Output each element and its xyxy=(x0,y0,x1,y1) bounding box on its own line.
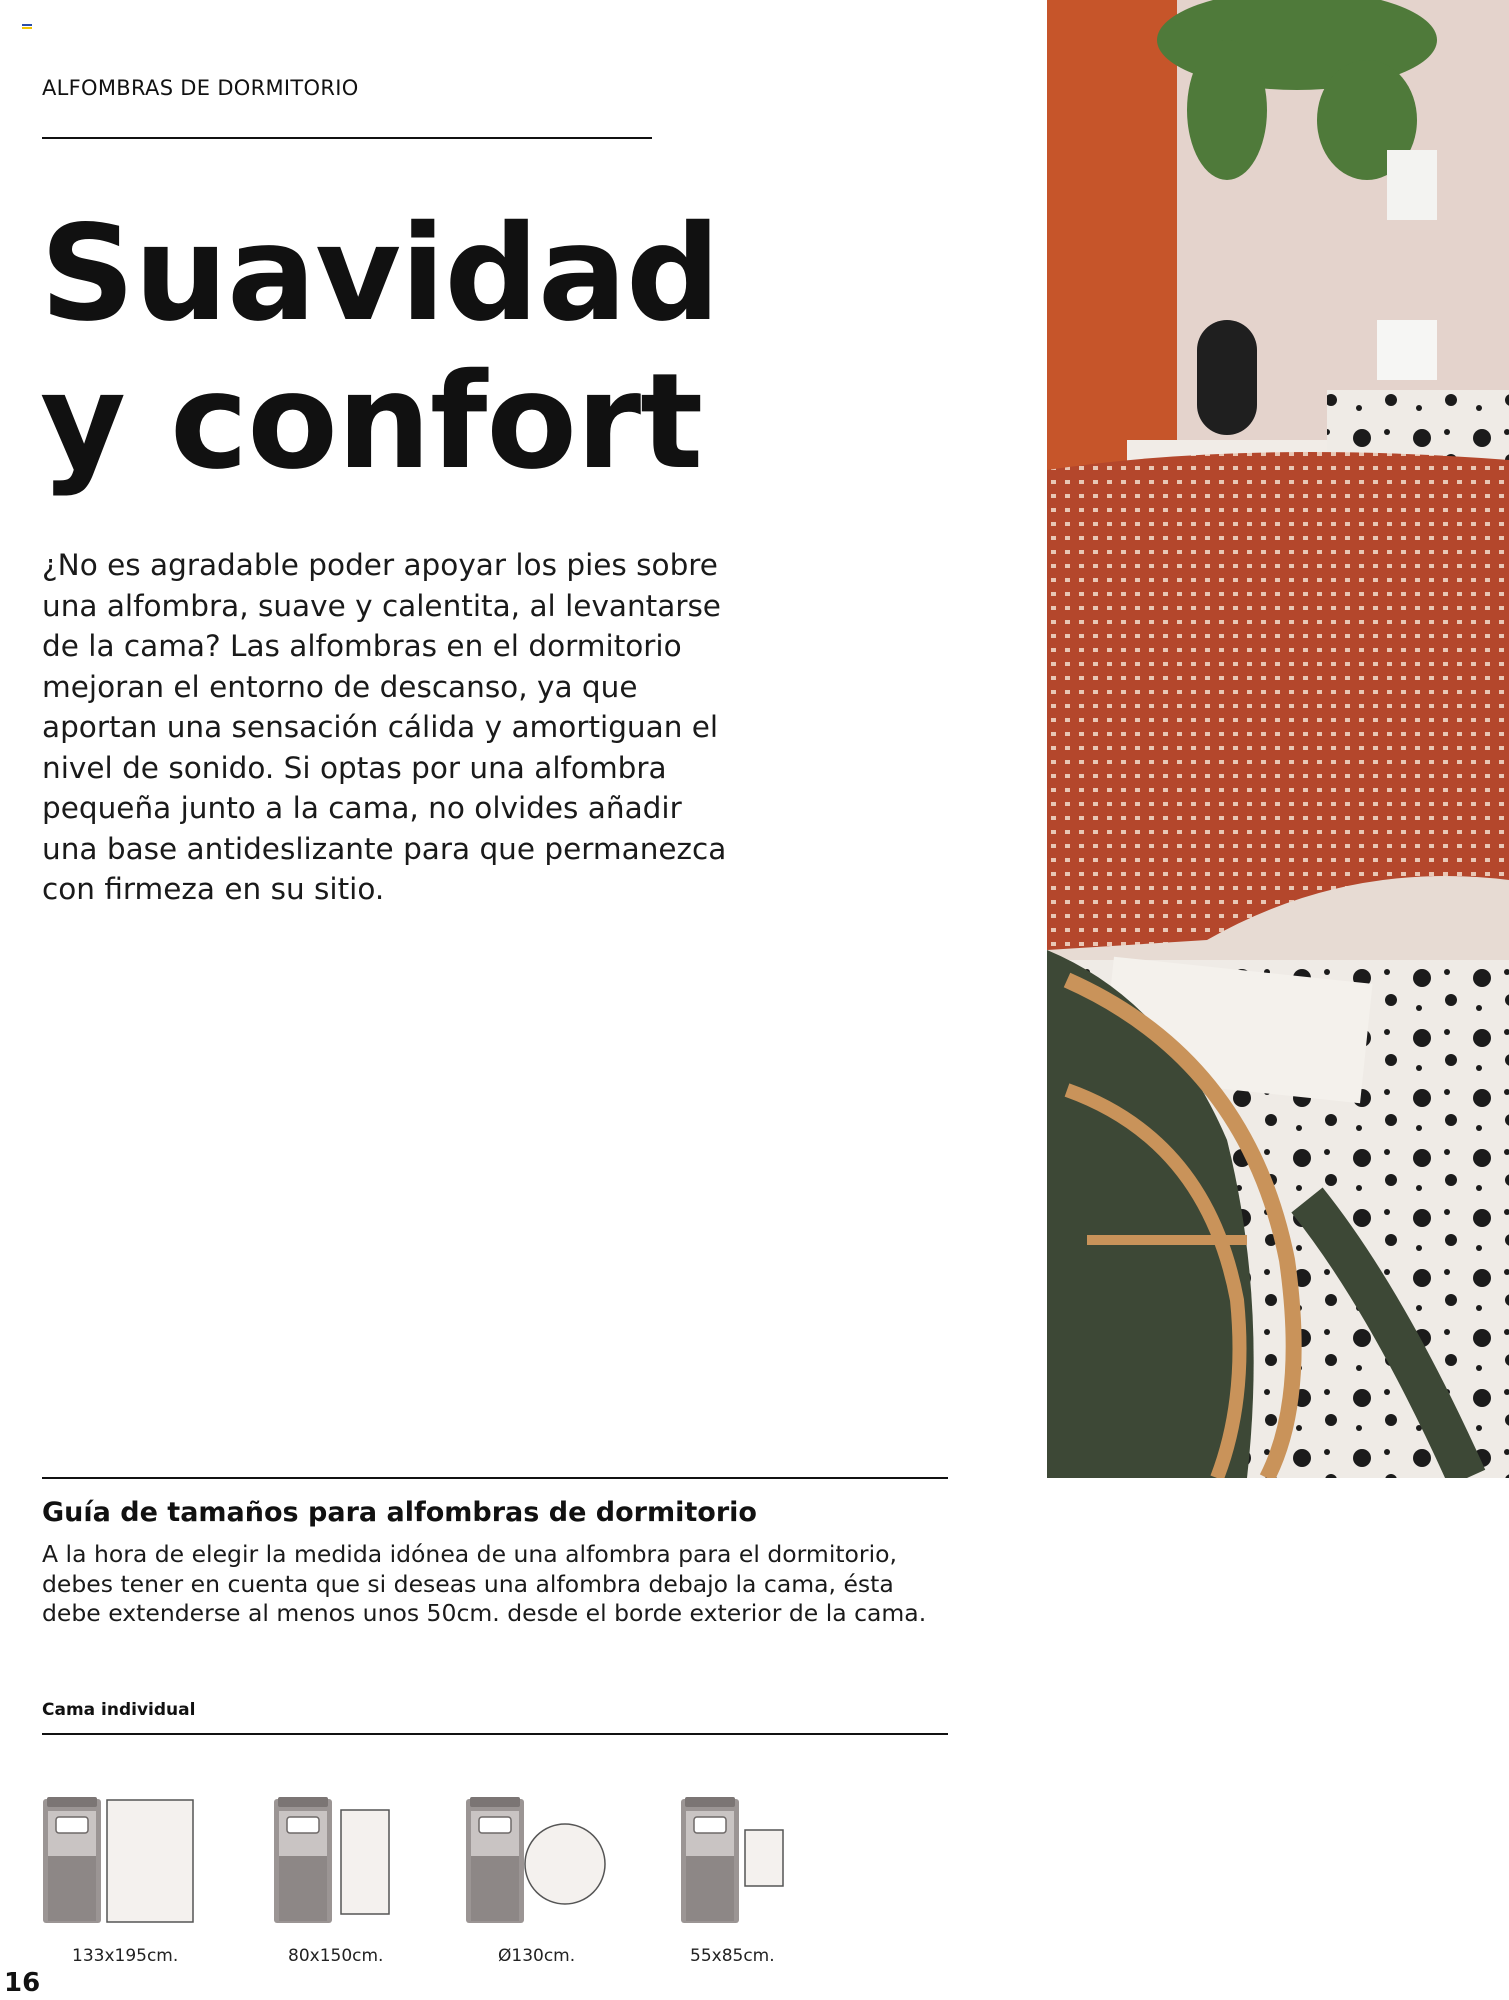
bed-rug-icon xyxy=(273,1792,403,1930)
bedroom-photo-icon xyxy=(1047,0,1509,1478)
guide-title: Guía de tamaños para alfombras de dormitorio xyxy=(42,1497,757,1528)
header-divider xyxy=(42,137,652,139)
title-line-1: Suavidad xyxy=(40,197,720,351)
size-label-3: Ø130cm. xyxy=(498,1946,576,1966)
size-diagram-1 xyxy=(42,1792,202,1930)
bedroom-photo xyxy=(1047,0,1509,1478)
bed-small-rug-icon xyxy=(680,1792,790,1930)
size-diagram-4 xyxy=(680,1792,790,1930)
size-diagram-3 xyxy=(465,1792,615,1930)
size-label-4: 55x85cm. xyxy=(690,1946,775,1966)
bed-rug-icon xyxy=(42,1792,202,1930)
category-label: Cama individual xyxy=(42,1700,196,1720)
guide-text: A la hora de elegir la medida idónea de una alfombra para el dormitorio, debes tener en cuenta que si deseas una alfombra debajo la cama, ésta debe extenderse al menos unos 50cm. desde el borde exterior de la cama. xyxy=(42,1540,927,1627)
title-line-2: y confort xyxy=(40,345,703,499)
category-divider xyxy=(42,1733,948,1735)
section-label: ALFOMBRAS DE DORMITORIO xyxy=(42,76,359,100)
intro-paragraph: ¿No es agradable poder apoyar los pies sobre una alfombra, suave y calentita, al levantarse de la cama? Las alfombras en el dormitorio mejoran el entorno de descanso, ya que aportan una sensación cálida y amortiguan el nivel de sonido. Si optas por una alfombra pequeña junto a la cama, no olvides añadir una base antideslizante para que permanezca con firmeza en su sitio. xyxy=(42,548,727,906)
page-title xyxy=(40,197,720,499)
page-number: 16 xyxy=(4,1968,41,1998)
size-diagram-2 xyxy=(273,1792,403,1930)
flag-icon xyxy=(22,24,32,31)
size-label-1: 133x195cm. xyxy=(72,1946,179,1966)
size-label-2: 80x150cm. xyxy=(288,1946,384,1966)
bed-round-rug-icon xyxy=(465,1792,615,1930)
guide-divider xyxy=(42,1477,948,1479)
